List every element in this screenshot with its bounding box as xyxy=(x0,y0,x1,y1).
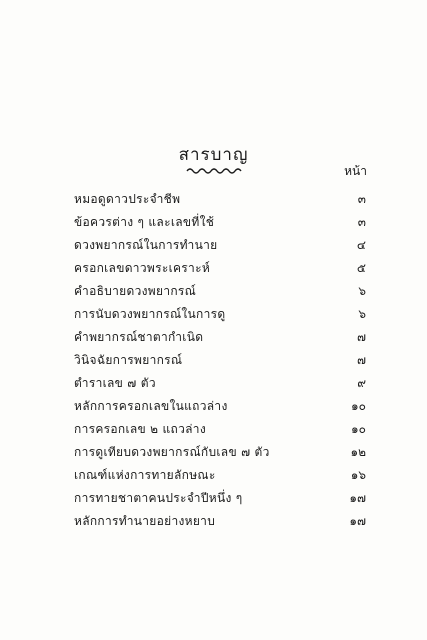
toc-entry xyxy=(74,390,366,413)
toc-entry-label: การนับดวงพยากรณ์ในการดู xyxy=(74,307,226,321)
toc-entry-page: ๑๖ xyxy=(350,468,366,482)
toc-entry-page: ๖ xyxy=(358,307,366,321)
toc-entry xyxy=(74,183,366,206)
toc-entry xyxy=(74,459,366,482)
toc-entry-page: ๔ xyxy=(356,238,366,252)
toc-entry-page: ๖ xyxy=(358,284,366,298)
toc-entry xyxy=(74,206,366,229)
toc-entry-page: ๑๒ xyxy=(350,445,366,459)
toc-entry xyxy=(74,275,366,298)
decorative-squiggle xyxy=(186,166,242,176)
toc-entry-label: คำพยากรณ์ชาตากำเนิด xyxy=(74,330,204,344)
toc-entry-label: หลักการทำนายอย่างหยาบ xyxy=(74,514,216,528)
toc-entry-page: ๕ xyxy=(356,261,366,275)
toc-entry-label: การดูเทียบดวงพยากรณ์กับเลข ๗ ตัว xyxy=(74,445,270,459)
toc-entry-label: คำอธิบายดวงพยากรณ์ xyxy=(74,284,197,298)
toc-entry-page: ๑๐ xyxy=(351,399,366,413)
toc-entry-page: ๑๗ xyxy=(349,491,366,505)
toc-entry-label: ข้อควรต่าง ๆ และเลขที่ใช้ xyxy=(74,215,215,229)
toc-entry-label: วินิจฉัยการพยากรณ์ xyxy=(74,353,183,367)
toc-entry-label: การทายชาตาคนประจำปีหนึ่ง ๆ xyxy=(74,491,243,505)
toc-entry xyxy=(74,436,366,459)
toc-entry-page: ๓ xyxy=(357,192,366,206)
toc-entry-page: ๑๗ xyxy=(349,514,366,528)
toc-entry-page: ๗ xyxy=(356,353,366,367)
toc-entry xyxy=(74,413,366,436)
toc-entry-label: ครอกเลขดาวพระเคราะห์ xyxy=(74,261,211,275)
toc-entry xyxy=(74,344,366,367)
toc-entry xyxy=(74,367,366,390)
toc-entry-label: หลักการครอกเลขในแถวล่าง xyxy=(74,399,228,413)
toc-entry xyxy=(74,252,366,275)
toc-entry xyxy=(74,229,366,252)
toc-entry-label: การครอกเลข ๒ แถวล่าง xyxy=(74,422,206,436)
toc-entry-label: ดวงพยากรณ์ในการทำนาย xyxy=(74,238,218,252)
toc-entry-label: ตำราเลข ๗ ตัว xyxy=(74,376,156,390)
page-column-header: หน้า xyxy=(344,164,367,178)
toc-entry xyxy=(74,505,366,528)
toc-entry xyxy=(74,321,366,344)
toc-entry-page: ๙ xyxy=(357,376,366,390)
toc-entry-label: เกณฑ์แห่งการทายลักษณะ xyxy=(74,468,216,482)
toc-entry xyxy=(74,298,366,321)
toc-entry xyxy=(74,482,366,505)
table-of-contents xyxy=(74,183,366,528)
toc-entry-page: ๑๐ xyxy=(351,422,366,436)
toc-entry-label: หมอดูดาวประจำชีพ xyxy=(74,192,181,206)
toc-entry-page: ๓ xyxy=(357,215,366,229)
page-title: สารบาญ xyxy=(178,145,249,165)
toc-entry-page: ๗ xyxy=(356,330,366,344)
